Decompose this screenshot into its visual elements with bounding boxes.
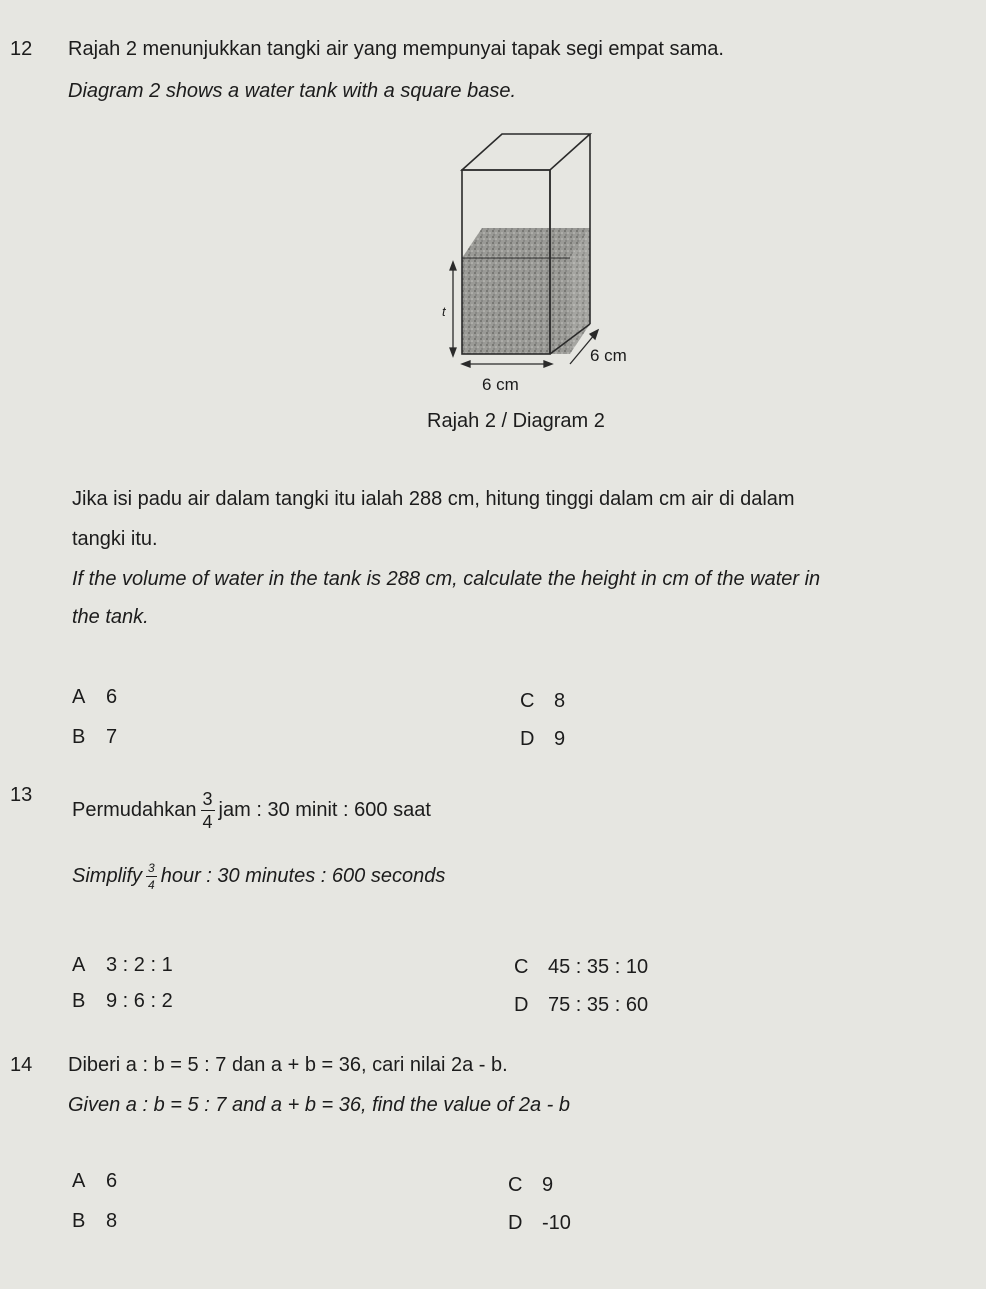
q14-number: 14: [10, 1054, 33, 1076]
width-arrow: [462, 361, 552, 367]
q12-malay-question-line1: Jika isi padu air dalam tangki itu ialah 288 cm, hitung tinggi dalam cm air di dalam: [72, 488, 795, 510]
q13-number: 13: [10, 784, 33, 806]
depth-label: 6 cm: [590, 346, 627, 365]
q12-option-a[interactable]: [72, 686, 117, 709]
q14-option-a[interactable]: [72, 1170, 117, 1193]
diagram-caption: Rajah 2 / Diagram 2: [427, 410, 605, 432]
q13-option-c[interactable]: [514, 956, 648, 979]
option-value: 6: [106, 686, 118, 708]
q12-malay-question-line2: tangki itu.: [72, 528, 158, 550]
water-tank-diagram: [420, 128, 660, 398]
q13-malay-statement: [72, 790, 431, 831]
q12-number: 12: [10, 38, 33, 60]
q13-option-a[interactable]: [72, 954, 173, 977]
q13-english-statement: [72, 862, 445, 891]
option-letter: B: [72, 990, 86, 1012]
fraction-numerator: 3: [148, 861, 155, 875]
option-letter: C: [520, 690, 535, 712]
q13-english-suffix: hour : 30 minutes : 600 seconds: [160, 865, 446, 887]
option-value: 45 : 35 : 10: [548, 956, 649, 978]
q14-option-d[interactable]: [508, 1212, 571, 1235]
q14-option-b[interactable]: [72, 1210, 117, 1233]
water-top-face: [462, 228, 590, 258]
option-letter: A: [72, 686, 86, 708]
option-value: 7: [106, 726, 118, 748]
q13-option-b[interactable]: [72, 990, 173, 1013]
option-value: 9 : 6 : 2: [106, 990, 173, 1012]
q13-malay-prefix: Permudahkan: [72, 799, 197, 821]
option-value: 8: [554, 690, 566, 712]
q13-malay-suffix: jam : 30 minit : 600 saat: [218, 799, 431, 821]
option-value: 6: [106, 1170, 118, 1192]
option-letter: C: [508, 1174, 523, 1196]
q13-english-prefix: Simplify: [72, 865, 143, 887]
water-front-face: [462, 258, 570, 354]
fraction-three-quarters: [201, 790, 215, 831]
option-value: 9: [542, 1174, 554, 1196]
q13-option-d[interactable]: [514, 994, 648, 1017]
q12-option-c[interactable]: [520, 690, 565, 713]
height-arrow: [450, 262, 456, 356]
option-letter: B: [72, 1210, 86, 1232]
option-letter: D: [508, 1212, 523, 1234]
option-value: 75 : 35 : 60: [548, 994, 649, 1016]
q14-english-statement: Given a : b = 5 : 7 and a + b = 36, find the value of 2a - b: [68, 1094, 571, 1116]
option-letter: D: [514, 994, 529, 1016]
option-value: 8: [106, 1210, 118, 1232]
width-label: 6 cm: [482, 375, 519, 394]
q14-malay-statement: Diberi a : b = 5 : 7 dan a + b = 36, cari nilai 2a - b.: [68, 1054, 508, 1076]
q12-malay-statement: Rajah 2 menunjukkan tangki air yang mempunyai tapak segi empat sama.: [68, 38, 724, 60]
option-value: 3 : 2 : 1: [106, 954, 173, 976]
q12-english-statement: Diagram 2 shows a water tank with a square base.: [68, 80, 516, 102]
option-value: -10: [542, 1212, 571, 1234]
q12-option-b[interactable]: [72, 726, 117, 749]
q12-option-d[interactable]: [520, 728, 565, 751]
option-letter: D: [520, 728, 535, 750]
fraction-numerator: 3: [202, 789, 213, 809]
option-letter: C: [514, 956, 529, 978]
height-label: t: [442, 304, 446, 319]
fraction-denominator: 4: [148, 878, 155, 892]
q12-english-question-line1: If the volume of water in the tank is 288 cm, calculate the height in cm of the water in: [72, 568, 821, 590]
option-letter: B: [72, 726, 86, 748]
fraction-denominator: 4: [202, 812, 213, 832]
option-letter: A: [72, 1170, 86, 1192]
q12-english-question-line2: the tank.: [72, 606, 149, 628]
fraction-three-quarters-small: [146, 862, 157, 891]
option-value: 9: [554, 728, 566, 750]
option-letter: A: [72, 954, 86, 976]
q14-option-c[interactable]: [508, 1174, 553, 1197]
